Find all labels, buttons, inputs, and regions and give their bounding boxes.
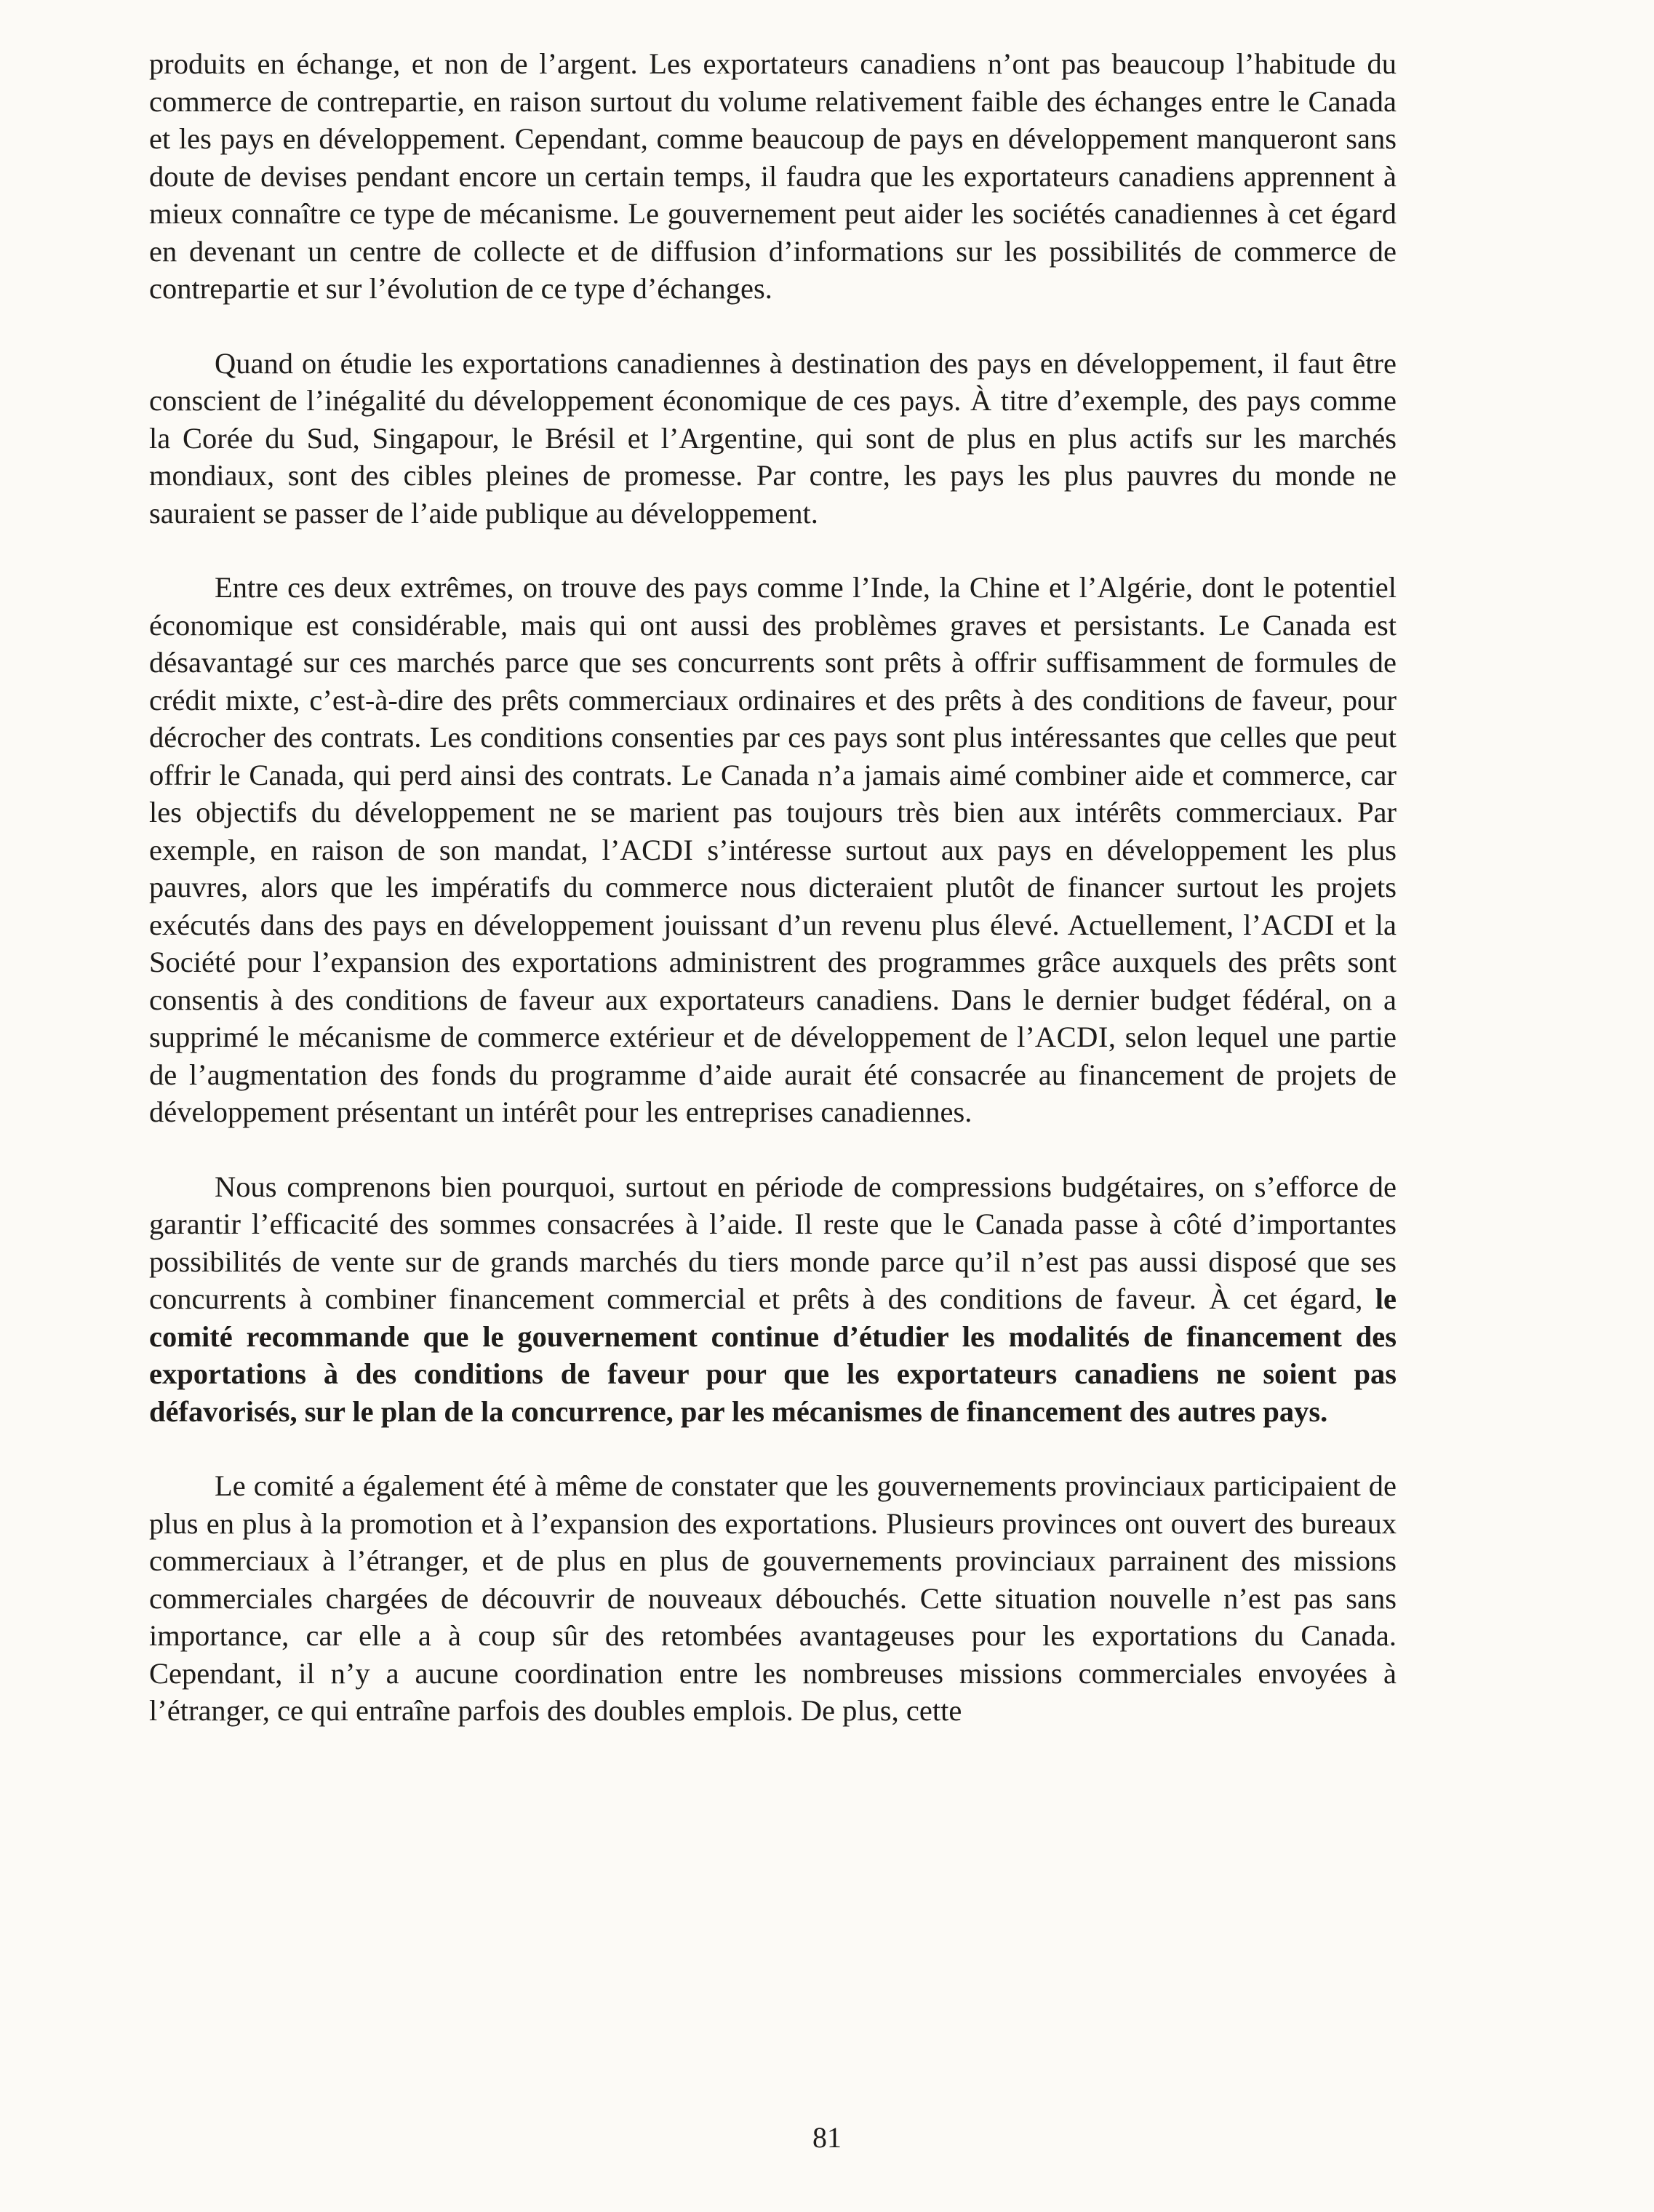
paragraph-text: Le comité a également été à même de constater que les gouvernements provinciaux participaient de plus en plus à la promotion et à l’expansion des exportations. Plusieurs provinces ont ouvert des bureaux commerciaux à l’étranger, et de plus en plus de gouvernements provinciaux parrainent des missions commerciales chargées de découvrir de nouveaux débouchés. Cette situation nouvelle n’est pas sans importance, car elle a à coup sûr des retombées avantageuses pour les exportations du Canada. Cependant, il n’y a aucune coordination entre les nombreuses missions commerciales envoyées à l’étranger, ce qui entraîne parfois des doubles emplois. De plus, cette bbox=[149, 1469, 1397, 1727]
paragraph-mixed-credit bbox=[149, 569, 1397, 1131]
paragraph-text: s’intéresse surtout aux pays en développement les plus pauvres, alors que les impératifs du commerce nous dicteraient plutôt de financer surtout les projets exécutés dans des pays en développement jouissant d’un revenu plus élevé. Actuellement, l’ bbox=[149, 833, 1397, 941]
paragraph-text: Entre ces deux extrêmes, on trouve des pays comme l’Inde, la Chine et l’Algérie, dont le potentiel économique est considérable, mais qui ont aussi des problèmes graves et persistants. Le Canada est désavantagé sur ces marchés parce que ses concurrents sont prêts à offrir suffisamment de formules de crédit mixte, c’est-à-dire des prêts commerciaux ordinaires et des prêts à des conditions de faveur, pour décrocher des contrats. Les conditions consenties par ces pays sont plus intéressantes que celles que peut offrir le Canada, qui perd ainsi des contrats. Le Canada n’a jamais aimé combiner aide et commerce, car les objectifs du développement ne se marient pas toujours très bien aux intérêts commerciaux. Par exemple, en raison de son mandat, l’ bbox=[149, 571, 1397, 866]
paragraph-text: produits en échange, et non de l’argent. Les exportateurs canadiens n’ont pas beaucoup l’habitude du commerce de contrepartie, en raison surtout du volume relativement faible des échanges entre le Canada et les pays en développement. Cependant, comme beaucoup de pays en développement manqueront sans doute de devises pendant encore un certain temps, il faudra que les exportateurs canadiens apprennent à mieux connaître ce type de mécanisme. Le gouvernement peut aider les sociétés canadiennes à cet égard en devenant un centre de collecte et de diffusion d’informations sur les possibilités de commerce de contrepartie et sur l’évolution de ce type d’échanges. bbox=[149, 47, 1397, 305]
paragraph-text: , selon lequel une partie de l’augmentation des fonds du programme d’aide aurait été consacrée au financement de projets de développement présentant un intérêt pour les entreprises canadiennes. bbox=[149, 1021, 1397, 1128]
recommendation-text: le comité recommande que le gouvernement continue d’étudier les modalités de financement des exportations à des conditions de faveur pour que les exportateurs canadiens ne soient pas défavorisés, sur le plan de la concurrence, par les mécanismes de financement des autres pays. bbox=[149, 1282, 1397, 1428]
acronym-acdi: ACDI bbox=[620, 833, 694, 866]
paragraph-countertrade bbox=[149, 45, 1397, 308]
acronym-acdi: ACDI bbox=[1034, 1021, 1108, 1053]
paragraph-text: et la Société pour l’expansion des exportations administrent des programmes grâce auxquels des prêts sont consentis à des conditions de faveur aux exportateurs canadiens. Dans le dernier budget fédéral, on a supprimé le mécanisme de commerce extérieur et de développement de l’ bbox=[149, 908, 1397, 1053]
acronym-acdi: ACDI bbox=[1261, 908, 1335, 941]
paragraph-recommendation bbox=[149, 1168, 1397, 1431]
page-body bbox=[149, 45, 1397, 1767]
paragraph-text: Quand on étudie les exportations canadiennes à destination des pays en développement, il faut être conscient de l’inégalité du développement économique de ces pays. À titre d’exemple, des pays comme la Corée du Sud, Singapour, le Brésil et l’Argentine, qui sont de plus en plus actifs sur les marchés mondiaux, sont des cibles pleines de promesse. Par contre, les pays les plus pauvres du monde ne sauraient se passer de l’aide publique au développement. bbox=[149, 346, 1397, 530]
paragraph-developing-countries bbox=[149, 345, 1397, 532]
page-number: 81 bbox=[812, 2121, 842, 2154]
paragraph-text: Nous comprenons bien pourquoi, surtout en période de compressions budgétaires, on s’efforce de garantir l’efficacité des sommes consacrées à l’aide. Il reste que le Canada passe à côté d’importantes possibilités de vente sur de grands marchés du tiers monde parce qu’il n’est pas aussi disposé que ses concurrents à combiner financement commercial et prêts à des conditions de faveur. À cet égard, bbox=[149, 1170, 1397, 1315]
paragraph-provincial bbox=[149, 1467, 1397, 1730]
